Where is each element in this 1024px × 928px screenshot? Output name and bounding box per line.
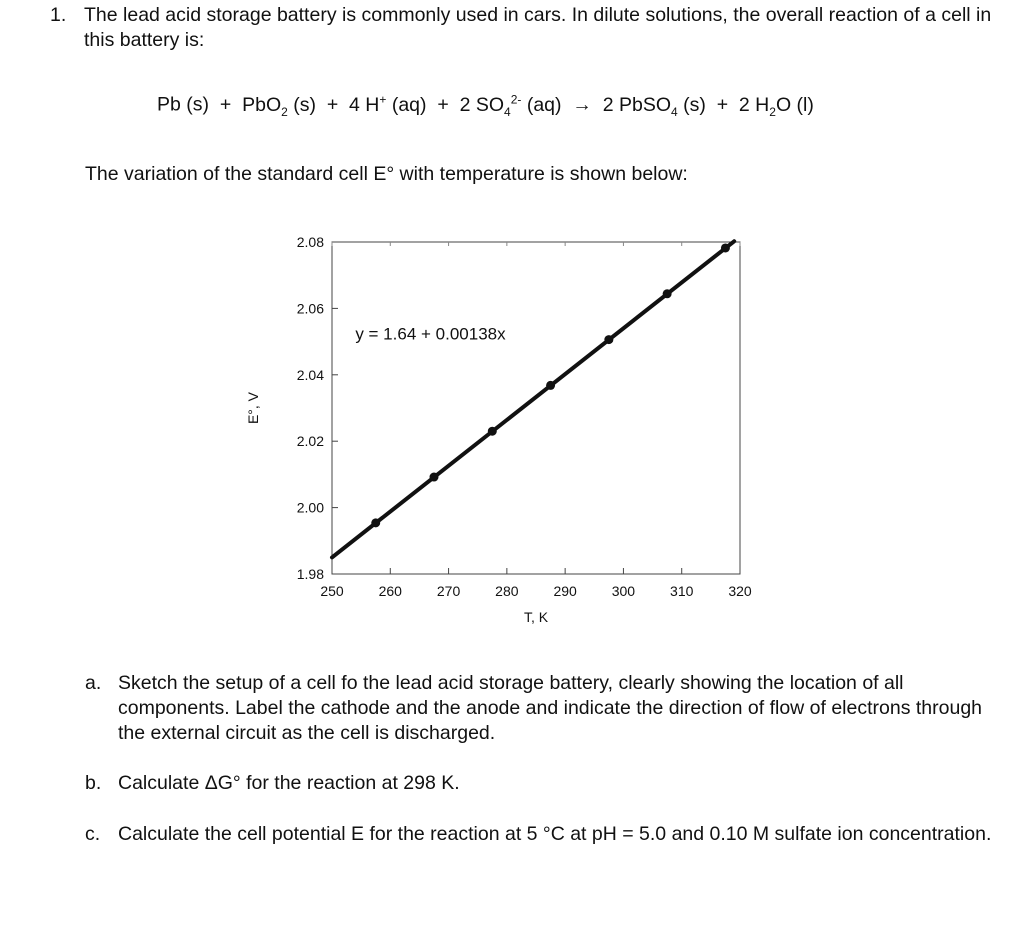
eq-water: 2 $H_2O$ (l): [738, 93, 814, 119]
x-tick-label: 320: [728, 583, 752, 599]
x-tick-label: 300: [611, 583, 636, 599]
eq-plus-1: +: [219, 93, 232, 116]
question-intro: [50, 3, 1008, 53]
y-axis-label: E°, V: [245, 391, 261, 425]
part-b-text: Calculate ΔG° for the reaction at 298 K.: [118, 772, 460, 794]
reaction-equation: [157, 92, 814, 118]
x-axis-label: T, K: [523, 609, 549, 625]
data-point: [488, 427, 497, 436]
part-a: [85, 671, 1010, 746]
part-a-text: Sketch the setup of a cell fo the lead acid storage battery, clearly showing the location of all components. Label the cathode and the anode and indicate the direction of flow of electrons through the external circuit as the cell is discharged.: [118, 672, 983, 744]
x-tick-label: 290: [553, 583, 577, 599]
plot-frame: [332, 242, 740, 574]
y-tick-label: 2.08: [296, 234, 324, 250]
data-point: [546, 381, 555, 390]
y-tick-label: 2.02: [296, 433, 324, 450]
eq-pbo2: PbO$_2$ (s): [242, 93, 316, 119]
x-tick-label: 260: [378, 583, 402, 599]
variation-text: The variation of the standard cell E° with temperature is shown below:: [85, 163, 688, 185]
x-tick-label: 250: [320, 583, 344, 599]
y-tick-label: 1.98: [296, 566, 324, 582]
y-tick-label: 2.04: [296, 366, 324, 383]
eq-arrow: →: [572, 93, 592, 116]
part-c-label: c.: [85, 823, 101, 845]
part-c-text: Calculate the cell potential E for the reaction at 5 °C at pH = 5.0 and 0.10 M sulfate ion concentration.: [118, 823, 992, 845]
data-point: [721, 243, 730, 252]
chart-e-vs-t: [228, 222, 788, 642]
eq-plus-4: +: [716, 93, 729, 116]
fit-line: [332, 241, 734, 557]
y-tick-label: 2.06: [296, 300, 324, 317]
part-b: [85, 771, 1010, 796]
eq-pb: Pb (s): [157, 93, 210, 116]
data-point: [371, 518, 380, 527]
x-tick-label: 310: [670, 583, 694, 599]
eq-plus-2: +: [326, 93, 339, 116]
part-b-label: b.: [85, 772, 102, 794]
eq-pbso4: 2 PbSO$_4$ (s): [602, 93, 706, 119]
part-c: [85, 822, 1010, 847]
x-tick-label: 280: [495, 583, 519, 599]
eq-plus-3: +: [437, 93, 449, 116]
question-intro-text: The lead acid storage battery is commonly used in cars. In dilute solutions, the overall reaction of a cell in this battery is:: [84, 4, 992, 51]
x-tick-label: 270: [436, 583, 461, 599]
y-tick-label: 2.00: [296, 499, 324, 516]
eq-hplus: 4 H+ (aq): [349, 92, 427, 116]
data-point: [663, 289, 672, 298]
question-number: 1.: [50, 4, 67, 26]
data-point: [430, 473, 439, 482]
data-point: [604, 335, 613, 344]
fit-equation-label: y = 1.64 + 0.00138x: [355, 324, 506, 344]
part-a-label: a.: [85, 672, 102, 694]
eq-sulfate: 2 $SO_4^{2-}$ (aq): [459, 92, 562, 119]
